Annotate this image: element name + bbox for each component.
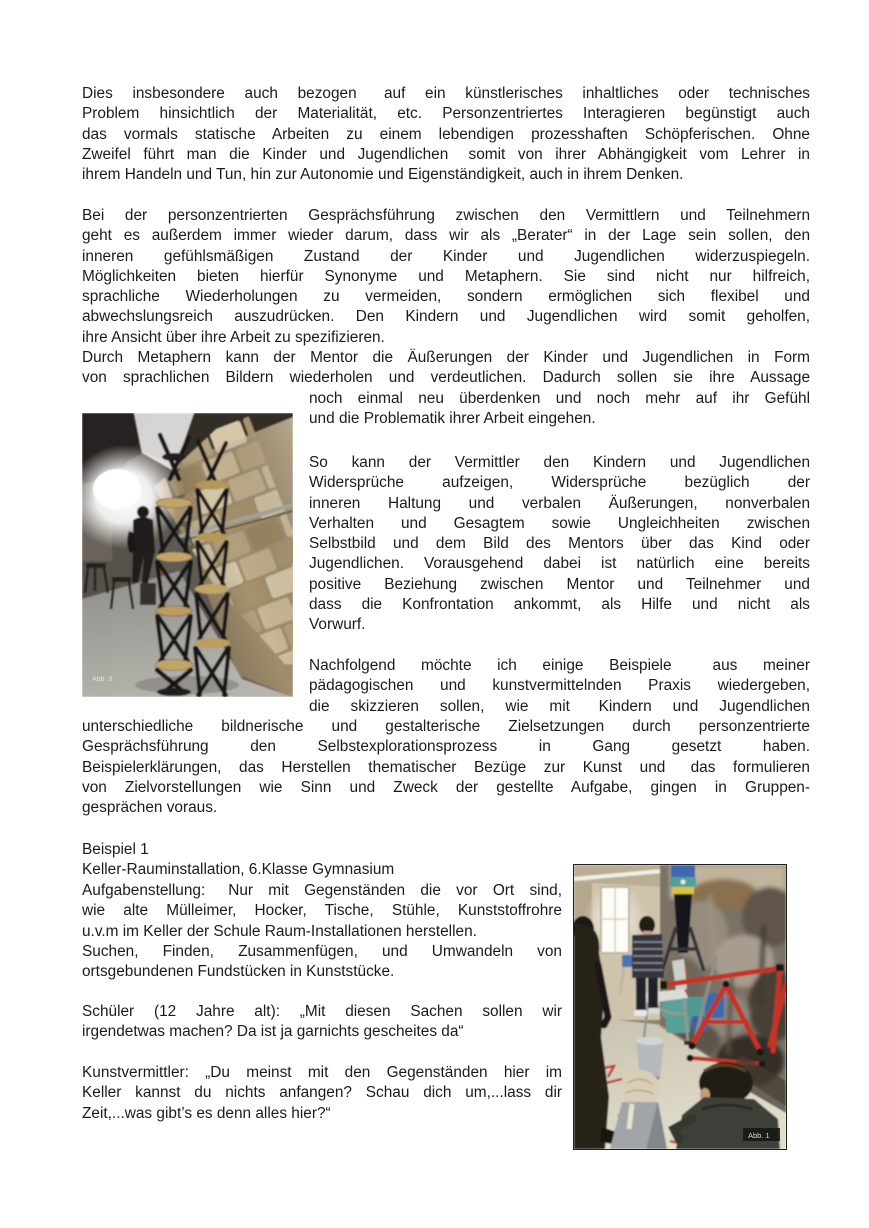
text-line: positive Beziehung zwischen Mentor und Teilnehmer und xyxy=(309,575,810,593)
text-line: abwechslungsreich auszudrücken. Den Kindern und Jugendlichen wird somit geholfen, xyxy=(82,308,810,326)
quote-kunstvermittler xyxy=(82,1063,562,1124)
figure-label-right-chip xyxy=(743,1128,780,1141)
text-line: von sprachlichen Bildern wiederholen und verdeutlichen. Dadurch sollen sie ihre Aussage xyxy=(82,369,810,387)
text-line: Suchen, Finden, Zusammenfügen, und Umwandeln von xyxy=(82,943,562,960)
text-line: Jugendlichen. Vorausgehend dabei ist natürlich eine bereits xyxy=(309,555,810,573)
text-line: Kunstvermittler: „Du meinst mit den Gegenständen hier im xyxy=(82,1064,562,1081)
paragraph-suchen-finden xyxy=(82,942,562,983)
text-line: Keller-Rauminstallation, 6.Klasse Gymnasium xyxy=(82,861,395,879)
text-line: Selbstbild und dem Bild des Mentors über das Kind oder xyxy=(309,535,810,553)
text-line: Durch Metaphern kann der Mentor die Äußerungen der Kinder und Jugendlichen in Form xyxy=(82,349,810,366)
text-line: u.v.m im Keller der Schule Raum-Installationen herstellen. xyxy=(82,922,477,940)
text-line: noch einmal neu überdenken und noch mehr auf ihr Gefühl xyxy=(309,390,810,407)
paragraph-metaphern-wrapped xyxy=(309,389,810,430)
text-line: Problem hinsichtlich der Materialität, etc. Personzentriertes Interagieren begünstigt auch xyxy=(82,105,810,123)
text-line: Keller kannst du nichts anfangen? Schau dich um,...lass dir xyxy=(82,1084,562,1102)
text-line: Vorwurf. xyxy=(309,616,366,634)
text-line: und die Problematik ihrer Arbeit eingehen. xyxy=(309,410,596,428)
text-line: sprachliche Wiederholungen zu vermeiden, sondern ermöglichen sich flexibel und xyxy=(82,288,810,306)
photo-left-illustration xyxy=(82,413,293,697)
text-line: geht es außerdem immer wieder darum, dass wir als „Berater“ in der Lage sein sollen, den xyxy=(82,227,810,245)
text-line: inneren Haltung und verbalen Äußerungen, nonverbalen xyxy=(309,494,810,512)
text-line: Aufgabenstellung: Nur mit Gegenständen die vor Ort sind, xyxy=(82,882,562,899)
text-line: Zeit,...was gibt’s es denn alles hier?“ xyxy=(82,1104,331,1122)
text-line: wie alte Mülleimer, Hocker, Tische, Stühle, Kunststoffrohre xyxy=(82,902,562,920)
text-line: Beispiel 1 xyxy=(82,841,149,858)
text-line: Schüler (12 Jahre alt): „Mit diesen Sachen sollen wir xyxy=(82,1003,562,1020)
text-line: dass die Konfrontation ankommt, als Hilfe und nicht als xyxy=(309,596,810,614)
text-line: inneren gefühlsmäßigen Zustand der Kinder und Jugendlichen widerzuspiegeln. xyxy=(82,247,810,265)
paragraph-intro xyxy=(82,84,810,185)
photo-keller-hocker-tuerme xyxy=(82,413,293,697)
photo-right-illustration xyxy=(574,865,786,1149)
paragraph-aufgabenstellung xyxy=(82,881,562,942)
text-line: die skizzieren sollen, wie mit Kindern und Jugendlichen xyxy=(309,697,810,715)
text-line: Widersprüche aufzeigen, Widersprüche bezüglich der xyxy=(309,474,810,492)
figure-label-left: Abb. 3 xyxy=(92,676,113,683)
text-line: Möglichkeiten bieten hierfür Synonyme und Metaphern. Sie sind nicht nur hilfreich, xyxy=(82,267,810,285)
text-line: unterschiedliche bildnerische und gestalterische Zielsetzungen durch personzentrierte xyxy=(82,718,810,735)
text-line: Nachfolgend möchte ich einige Beispiele aus meiner xyxy=(309,657,810,674)
text-line: das vormals statische Arbeiten zu einem lebendigen prozesshaften Schöpferischen. Ohne xyxy=(82,125,810,143)
text-line: ortsgebundenen Fundstücken in Kunststücke. xyxy=(82,963,395,981)
photo-keller-installation xyxy=(573,864,787,1150)
text-line: ihre Ansicht über ihre Arbeit zu spezifizieren. xyxy=(82,328,385,346)
text-line: Beispielerklärungen, das Herstellen thematischer Bezüge zur Kunst und das formulieren xyxy=(82,758,810,776)
text-line: Gesprächsführung den Selbstexplorationsprozess in Gang gesetzt haben. xyxy=(82,738,810,756)
paragraph-nachfolgend-fullwidth xyxy=(82,717,810,818)
quote-schueler xyxy=(82,1002,562,1043)
text-line: Verhalten und Gesagtem sowie Ungleichheiten zwischen xyxy=(309,514,810,532)
paragraph-widersprueche xyxy=(309,453,810,636)
text-line: irgendetwas machen? Da ist ja garnichts gescheites da“ xyxy=(82,1023,464,1041)
text-line: von Zielvorstellungen wie Sinn und Zweck der gestellte Aufgabe, gingen in Gruppen- xyxy=(82,778,810,796)
text-line: Dies insbesondere auch bezogen auf ein künstlerisches inhaltliches oder technisches xyxy=(82,85,810,102)
figure-label-right: Abb. 1 xyxy=(748,1131,770,1140)
text-line: Bei der personzentrierten Gesprächsführung zwischen den Vermittlern und Teilnehmern xyxy=(82,207,810,224)
text-line: pädagogischen und kunstvermittelnden Praxis wiedergeben, xyxy=(309,677,810,695)
text-line: ihrem Handeln und Tun, hin zur Autonomie und Eigenständigkeit, auch in ihrem Denken. xyxy=(82,166,684,184)
paragraph-gespraechsfuehrung xyxy=(82,206,810,348)
text-line: Zweifel führt man die Kinder und Jugendlichen somit von ihrer Abhängigkeit vom Lehrer in xyxy=(82,145,810,163)
text-line: gesprächen voraus. xyxy=(82,799,218,817)
paragraph-metaphern-fullwidth xyxy=(82,348,810,389)
paragraph-nachfolgend-wrapped xyxy=(309,656,810,717)
text-line: So kann der Vermittler den Kindern und Jugendlichen xyxy=(309,454,810,471)
